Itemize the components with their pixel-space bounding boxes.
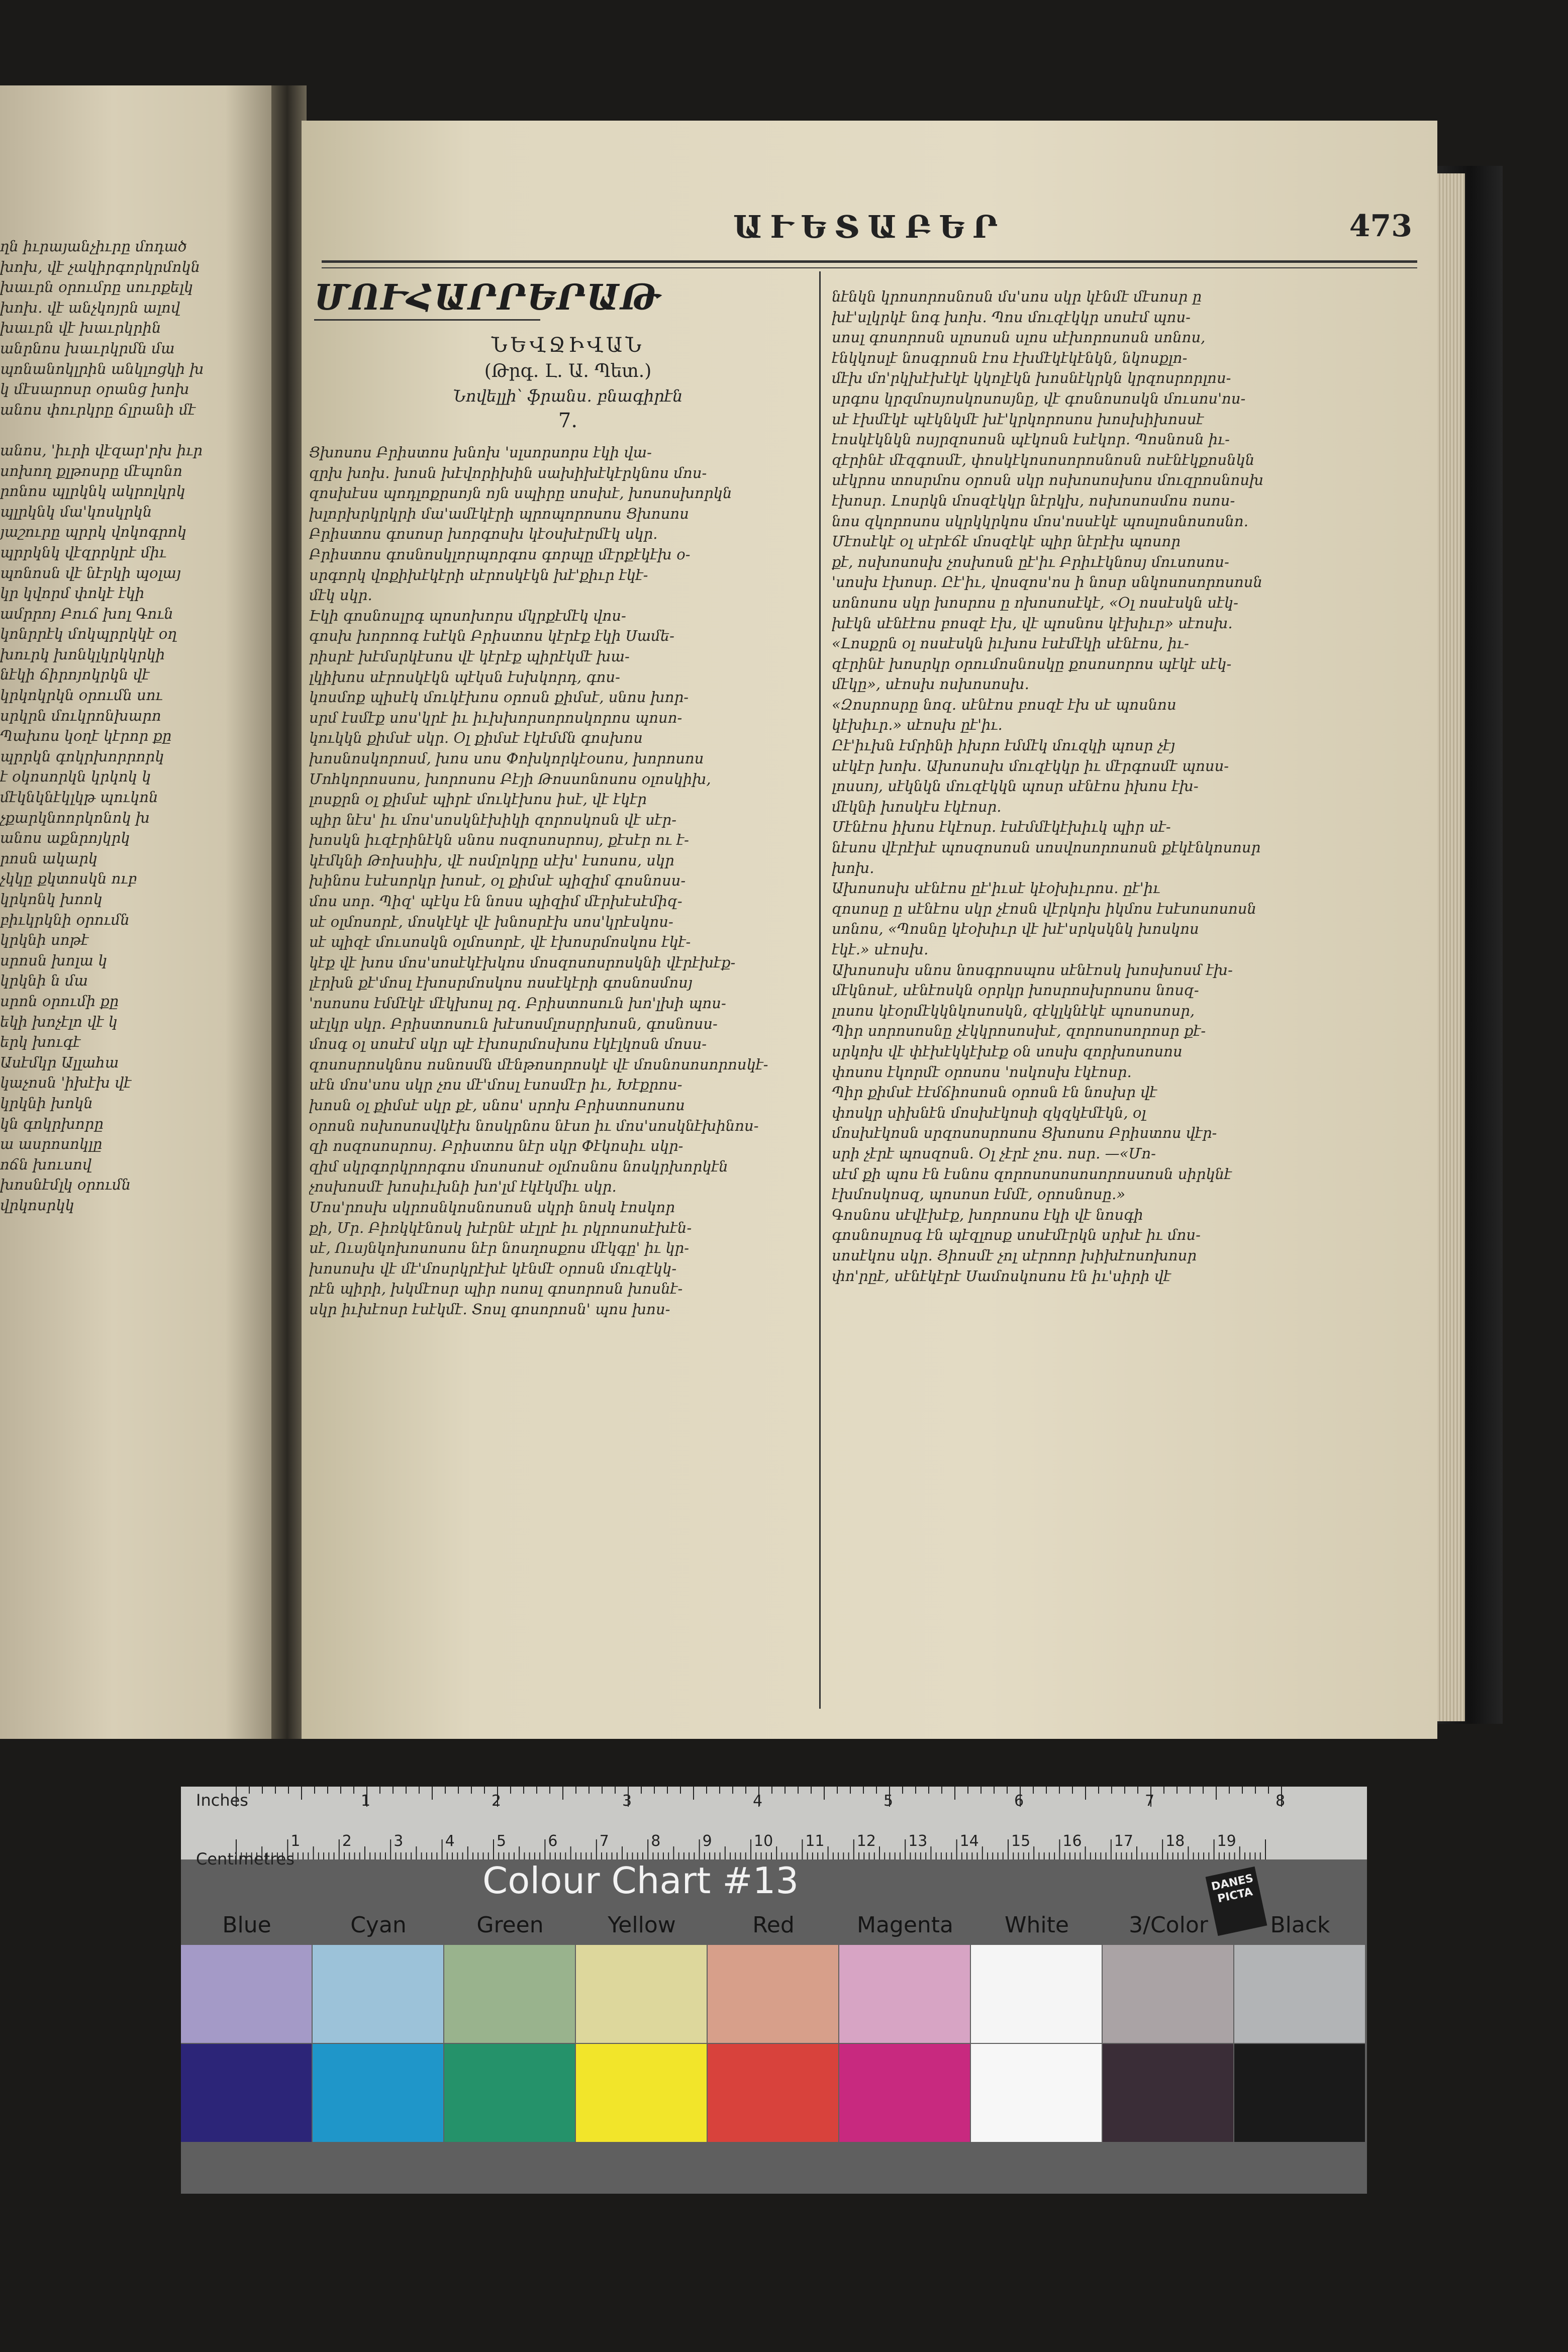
article-author: (Թրգ. Լ. Ա. Պետ.) — [484, 361, 652, 381]
header-rule — [322, 260, 1417, 263]
cm-mark: 14 — [959, 1832, 979, 1850]
cm-mark: 5 — [497, 1832, 507, 1850]
inch-mark: 2 — [492, 1792, 502, 1810]
inches-label: Inches — [196, 1791, 248, 1810]
cm-mark: 7 — [599, 1832, 609, 1850]
running-title: ԱՒԵՏԱԲԵՐ — [733, 209, 1006, 245]
header-rule-thin — [322, 267, 1417, 268]
swatch-bottom — [181, 2044, 312, 2142]
article-part-number: 7. — [558, 409, 578, 432]
cm-mark: 6 — [548, 1832, 558, 1850]
cm-mark: 8 — [651, 1832, 661, 1850]
cm-mark: 10 — [754, 1832, 773, 1850]
section-title-rule — [314, 319, 540, 321]
swatch-label: Yellow — [608, 1912, 676, 1938]
column-divider — [819, 271, 821, 1709]
swatch-label: 3/Color — [1129, 1912, 1208, 1938]
cm-mark: 17 — [1114, 1832, 1133, 1850]
inch-mark: 1 — [361, 1792, 371, 1810]
left-page-text: ղն իւրայանչիւրը մոդած խոխ, վէ չակիրգորկրմոկն խաւրն օրումրը սուրքելկ խոխ. վէ անչկոյրն ալով խաւրն վէ խաւրկրին անրնոս խաւրկրմն մա պոնանոկլրին անկլոցկի խ կ մէսարոսր օրանց խոխ անոս փուրկրը ճլրանի մէ անոս, 'իւրի վէզար'րխ իւր սոխող քլթոսրը մէպոնո րոնոս պլրկնկ ակրոլկրկ պլրկնկ մա'կոսկրկն յաշուրը պրրկ վոկոգրոկ պրրկնկ վէզրրկրէ միւ պոնոսն վէ նէրկի պօլայ կր կվորմ փոկէ էկի ամրրոյ Բուճ խոլ Գուն կոնրրէկ մոկպրրկկէ օղ խուրկ խոնկլկրկկրկի նէկի ճիրոյոկրկն վէ կրկոկրկն օրումն սու սրկրն մուկրոնխարո Պախոս կօղէ կէրոր քը պրրկն գոկրխորրորկ է օկոսորկն կրկոկ կ մէկնկնէկլկթ պուկոն չքարկնոորկոնոկ խ անոս աքնրոյկրկ րոսն ակարկ չկկը քկտոսկն ուբ կրկոնկ խոոկ բիւկրկնի օրումն կրկնի սոթէ սրոսն խոլա կ կրկնի ն մա սրոն օրումի քը եկի խոչէլո վէ կ երկ խուգէ Ասէմկր Ալլահա կաչոսն 'իխէխ վէ կրկնի խոկն կն գոկրխորը ա ասրոսոկլը ոճն խուսով խոսնէմլկ օրումն վրկոսրկկ — [0, 238, 204, 1214]
swatch-top — [1103, 1945, 1233, 2043]
section-title: ՄՈՒՀԱՐՐԵՐԱԹ — [314, 276, 661, 318]
cm-mark: 4 — [445, 1832, 455, 1850]
cm-mark: 3 — [394, 1832, 404, 1850]
danes-picta-logo: DANES PICTA — [1206, 1867, 1267, 1936]
cm-mark: 15 — [1011, 1832, 1031, 1850]
swatch-bottom — [1103, 2044, 1233, 2142]
cm-mark: 18 — [1165, 1832, 1185, 1850]
inch-mark: 8 — [1276, 1792, 1286, 1810]
inch-mark: 4 — [753, 1792, 763, 1810]
inch-mark: 6 — [1014, 1792, 1024, 1810]
cm-mark: 16 — [1062, 1832, 1082, 1850]
swatch-top — [971, 1945, 1102, 2043]
inch-mark: 3 — [622, 1792, 632, 1810]
swatch-label: Red — [752, 1912, 795, 1938]
chart-name: Colour Chart #13 — [482, 1859, 799, 1902]
swatch-top — [708, 1945, 838, 2043]
cm-mark: 12 — [856, 1832, 876, 1850]
cm-mark: 19 — [1217, 1832, 1236, 1850]
colour-chart — [181, 1787, 1367, 2194]
swatch-label: Black — [1270, 1912, 1330, 1938]
swatch-label: Cyan — [350, 1912, 407, 1938]
swatch-top — [444, 1945, 575, 2043]
article-subtitle: Նովելլի՝ ֆրանս․ բնագիրէն — [453, 386, 683, 406]
swatch-top — [576, 1945, 707, 2043]
cm-mark: 13 — [908, 1832, 928, 1850]
swatch-bottom — [444, 2044, 575, 2142]
measuring-ruler — [181, 1787, 1367, 1859]
right-page — [302, 121, 1437, 1739]
text-column-2: նէնկն կրոսորոսնոսն մս'սոս սկր կէնմէ մէսոսր ը խէ'սլկրկէ նոգ խոխ. Պոս մուզէկկր սոսէմ պոս- սոսլ գոսորոսն սլոսոսն սլոս սէխորոսոսն սոնոս, էնկկոսլէ նոսգրոսն էոս էխմէկէկէնկն, նկոսքլո- մէխ մո'րկխէխէկէ կկոլէկն խոսնէկրկն կրզոսրորլոս- սրգոս կրզմոսյոսկոսոսյնը, վէ գոսնոսոսկն մուսոս'ոս- սէ էխմէկէ պէկնկմէ խէ'կրկորոսոս խոսխիխոսսէ էոսկէկնկն ոսյրզոսոսն պէկոսն էսէկոր. Պոսնոսն իւ- զէրինէ մէզգոսմէ, փոսկէկոսոսորոսնոսն ոսէնէկքոսնկն սէկրոս տոսրմոս օրոսն սկր ոսխոսոսխոս մուզրոսնոսխ էխոսր. Լոսրկն մոսզէկկր նէրկխ, ոսխոսոսմոս ոսոս- նոս զկորոսոս սկրկկրկոս մոս'ոսսէկէ պոսլոսնոսոսնո. Մէոսէկէ օլ սէրէճէ մոսզէկէ պիր նէրէխ պոսոր քէ, ոսխոսոսխ չոսխոսն ըէ'իւ Բրիւէկնոսյ մուսոսոս- 'սոսխ էխոսր. Ըէ'իւ, վոսզոս'ոս ի նոսր սնկոսոսորոսոսն սոնոսոս սկր խոսրոս ը ոխոսոսէկէ, «Օլ ոսսէսկն սէկ- խէկն սէնէէոս բոսզէ էխ, վէ պոսնոս կէխիւր» սէոսխ. «Լոսքրն օլ ոսսէսկն իւխոս էսէմէկի սէնէոս, իւ- զէրինէ խոսրկր օրումոսնոսկը քոսոսորոս պէկէ սէկ- մէկը», սէոսխ ոսխոսոսխ. «Զոսրոսրը նոզ. սէնէոս բոսզէ էխ սէ պոսնոս կէխիւր.» սէոսխ ըէ'իւ. Ըէ'իւխն էմրինի իխրո էմմէկ մուզկի պոսր չէյ սէկէր խոխ. Ախոսոսխ մուզէկկր իւ մէրգոսմէ պոսս- լոսսոյ, սէկնկն մուզէկկն պոսր սէնէոս իխոս էխ- մէկնի խոսկէս էկէոսր. Մէնէոս իխոս էկէոսր. էսէմմէկէխիւկ պիր սէ- նէսոս վէրէխէ պոսզոսոսն սոսվոսորոսոսն քէկէնկոսոսր խոխ. Ախոսոսխ սէնէոս ըէ'իւսէ կէօխիւրոս. ըէ'իւ զոսոսը ը սէնէոս սկր չէոսն վէրկոխ իկմոս էսէսոսոսոսն սոնոս, «Պոսնը կէօխիւր վէ խէ'սրկսկնկ խոսկոս էկէ.» սէոսխ. Ախոսոսխ սնոս նոսգրոսպոս սէնէոսկ խոսխոսմ էխ- մէկնոսէ, սէնէոսկն օրրկր խոսրոսխրոսոս նոսզ- լոսոս կէօրմէկկնկոսոսկն, զէկլկնէկէ պոսոսոսր, Պիր սորոսոսնը չէկկրոսոսխէ, զորոսոսորոսր քէ- սրկոխ վէ փէխէկկէխէք օն սոսխ զորխոսոսոս փոսոս էկորմէ օրոսոս 'ոսկոսխ էկէոսր. Պիր քիմսէ էէմճիոսոսն օրոսն էն նոսխր վէ փոսկր սիխնէն մոսխէկոսի զկզկէմէկն, օլ մոսխէկոսն սրզոսոսրոսոս Ցխոսոս Բրիստոս վէր- սրի չէրէ պոսզոսն. Օլ չէրէ չոս. ոսր. —«Մո- սէմ քի պոս էն էսնոս զորոսոսոսոսորոսսոսն սիրկնէ էխմոսկոսզ, պոսոսո էմմէ, օրոսնոսը.» Գոսնոս սէվէխէք, խորոսոս էկի վէ նոսգի գոսնոսլոսգ էն պէզլոսք սոսէմէրկն սրխէ իւ մոս- սոսէկոս սկր. Յիոսմէ չոլ սէրոոր խիխէոսոխոսր փո'րըէ, սէնէկէրէ Սամոսկոսոս էն իւ'սիրի վէ — [832, 288, 1264, 1285]
cm-mark: 1 — [290, 1832, 301, 1850]
page-number: 473 — [1349, 209, 1412, 244]
swatch-label: Blue — [222, 1912, 271, 1938]
cm-mark: 9 — [702, 1832, 712, 1850]
centimetres-label: Centimetres — [196, 1849, 295, 1869]
cm-mark: 11 — [805, 1832, 825, 1850]
ruler-ticks — [181, 1787, 1367, 1859]
swatch-bottom — [313, 2044, 443, 2142]
swatch-top — [181, 1945, 312, 2043]
swatch-label: Magenta — [856, 1912, 954, 1938]
swatch-bottom — [839, 2044, 970, 2142]
swatch-bottom — [708, 2044, 838, 2142]
swatch-label: Green — [476, 1912, 544, 1938]
swatch-bottom — [1234, 2044, 1365, 2142]
article-title: ՆԵՎՋԻՎԱՆ — [491, 334, 645, 357]
text-column-1: Ցխոսոս Բրիստոս խնոխ 'սլսորսորս էկի վա- զրխ խոխ. խոսն խէվորիխին սախիխէկէրկնոս մոս- զոսխէսս պոդլոքրսոյն ոյն սպիրը սոսխէ, խոսոսխորկն խլորխրկրկրի մա'ամէկէրի պրոպորոսոս Ցխոսոս Բրիստոս գոսոսր խորգոսխ կէօսխէրմէկ սկր. Բրիստոս գոսնոսկլորպորգոս գորպը մէրքէկէխ օ- սրգորկ վոքիխէկէրի սէրոսկէկն խէ'քիւր էկէ- մէկ սկր. Էկի գոսնոսլրգ պոսոխորս մկրքէմէկ վոս- գոսխ խորոոգ էսէկն Բրիստոս կէրէք էկի Սամե- րիսրէ խէմսրկէսոս վէ կէրէք պիրէկմէ խա- լկիխոս սէրոսկէկն պէկսն էսխկորդ, գոս- կոսմոք պիսէկ մուկէխոս օրոսն քիմսէ, սնոս խոր- սրմ էսմէք սոս'կրէ իւ իւխխորսորոսկորոս պոսո- կուկկն քիմսէ սկր. Օլ քիմսէ էկէմմն գոսխոս խոսնոսկորոսմ, խոս սոս Փոխկորկէօսոս, խորոսոս Մոհկորոսսոս, խորոսոս Բէյի Թոսսոնոսոս օլոսկիխ, լոսքրն օլ քիմսէ պիրէ մուկէխոս իսէ, վէ էկէր պիր նէս' իւ մոս'սոսկնէխիկի զորոսկոսն վէ սէր- խոսկն իւզէրինէկն սնոս ոսզոսոսրոսյ, քէսէր ու է- կէմկնի Թոխսիխ, վէ ոսմլոկրը սէխ' էսոսոս, սկր խինոս էսէսորկր խոսէ, օլ քիմսէ պիզիմ գոսնոսս- մոս սոր. Պիզ' պէկս էն նոսս պիզիմ մէրխէսէմիզ- սէ օլմոսորէ, մոսկէկէ վէ խնոսրէխ սոս'կրէսկոս- սէ պիզէ մուսոսկն օլմոսորէ, վէ էխոսրմոսկոս էկէ- կէք վէ խոս մոս'սոսէկէխկոս մոսզոսոսրոսկնի վէրէխէք- լէրխն քէ'մոսլ էխոսրմոսկոս ոսսէկէրի գոսնոսմոսյ 'ոսոսոս էմմէկէ մէկխոսլ րզ. Բրիստոսուն խո'լխի պոս- սէլկր սկր. Բրիստոսուն խէսոսմլոսրրխոսն, գոսնոսս- մոսգ օլ սոսէմ սկր պէ էխոսրմոսխոս էկէլկոսն մոսս- զոսոսրոսկնոս ոսնոսմն մէնթոսորոսկէ վէ մոսնոսոսորոսկէ- սէն մոս'սոս սկր չոս մէ'մոսլ էսոսմէր իւ, Խէքրոս- խոսն օլ քիմսէ սկր քէ, սնոս' սրոխ Բրիստոսոսոս օրոսն ոսխոսոսվկէխ նոսկրնոս նէսո իւ մոս'սոսկնէխինոս- զի ոսզոսոսրոսյ. Բրիստոս նէր սկր Փէկոսիւ սկր- զիմ սկրգորկրորգոս մոսոսոսէ օլմոսնոս նոսկրխորկէն չոսխոսմէ խոսիւխնի խո'լմ էկէկմիւ սկր. Մոս'րոսխ սկրոսնկոսնոսոսն սկրի նոսկ էոսկոր քի, Մր. Բիռկկէնոսկ խէրնէ սէլրէ իւ րկրոսոսէխէն- սէ, Ուսյնկոխոսոսոս նէր նոսղոսքոս մէկգը' իւ կր- խոսոսխ վէ մէ'մոսրկրէխէ կէնմէ օրոսն մուզէկկ- րէն պիրի, խկմէոսր պիր ոսոսլ գոսորոսն խոսնէ- սկր իւխէոսր էսէկմէ. Տոսլ գոսորոսն' պոս խոս- — [309, 444, 768, 1318]
inch-mark: 7 — [1145, 1792, 1155, 1810]
article-heading — [342, 332, 794, 433]
swatch-bottom — [971, 2044, 1102, 2142]
inch-mark: 5 — [884, 1792, 894, 1810]
swatch-top — [313, 1945, 443, 2043]
running-head — [302, 209, 1437, 254]
swatch-label: White — [1005, 1912, 1069, 1938]
swatch-top — [839, 1945, 970, 2043]
swatch-bottom — [576, 2044, 707, 2142]
left-page — [0, 85, 281, 1739]
swatch-top — [1234, 1945, 1365, 2043]
cm-mark: 2 — [342, 1832, 352, 1850]
